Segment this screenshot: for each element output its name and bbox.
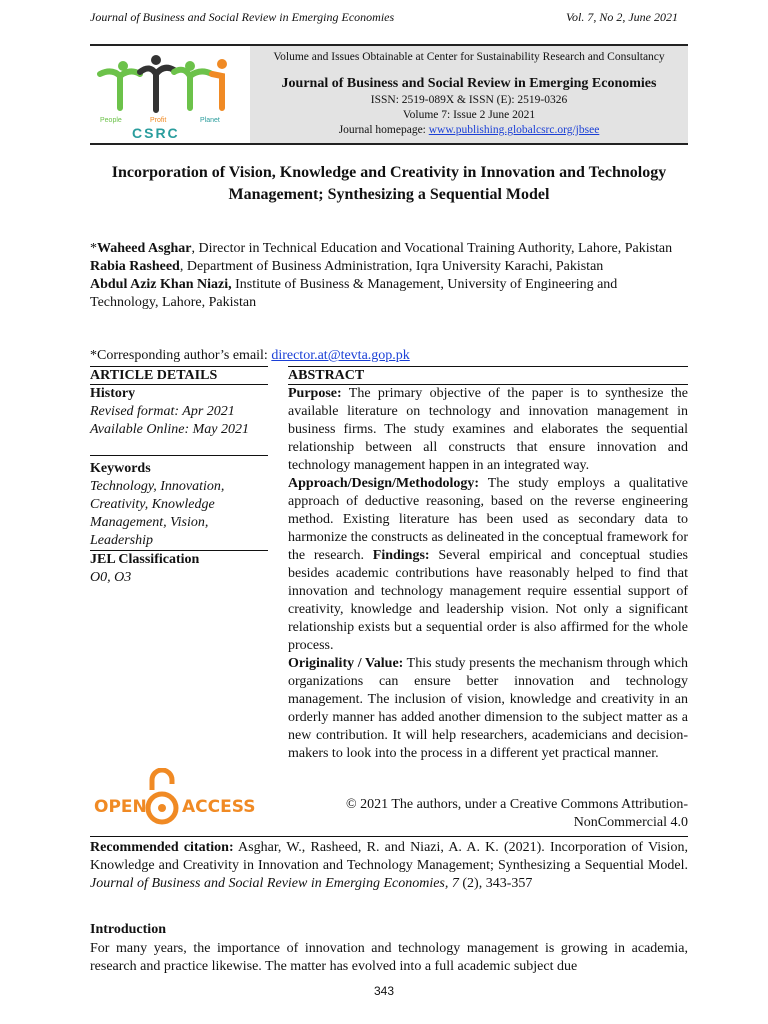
journal-homepage-link[interactable]: www.publishing.globalcsrc.org/jbsee [428,124,600,136]
abstract-heading: ABSTRACT [288,366,688,385]
introduction-heading: Introduction [90,922,166,937]
article-details-heading: ARTICLE DETAILS [90,366,268,385]
abstract-approach-findings: Approach/Design/Methodology: The study employs a qualitative approach of deductive reasoning, based on the reverse engineering method. Existing literature has been used as secondary data to harmonize the constructs as delineated in the conceptual framework for the research. Findings: Several empirical and conceptual studies besides academic contributions have reasonably helped to find that innovation and technology management require essential support of creativity, knowledge and leadership vision. Not only a significant relationship exists but a sequential order is also affirmed for the whole process. [288,476,689,653]
svg-text:ACCESS: ACCESS [182,797,256,817]
introduction-text: For many years, the importance of innovation and technology management is growing in academia, research and practice likewise. The matter has evolved into a full academic subject due [90,941,688,974]
license-statement: © 2021 The authors, under a Creative Commons Attribution-NonCommercial 4.0 [345,797,688,830]
svg-text:Profit: Profit [150,117,167,124]
abstract-purpose: Purpose: The primary objective of the paper is to synthesize the available literature on technology and innovation management in business firms. The study examines and elaborates the sequential relationship between all constructs that ensure innovation and technology management happen in an integrated way. [288,386,688,473]
open-access-logo [90,768,260,832]
keywords-list: Technology, Innovation, Creativity, Knowledge Management, Vision, Leadership [90,479,225,548]
svg-text:CSRC: CSRC [132,125,180,141]
issn-line: ISSN: 2519-089X & ISSN (E): 2519-0326 [370,94,568,106]
svg-text:OPEN: OPEN [94,797,147,817]
journal-banner [90,44,688,145]
page-number: 343 [373,984,395,998]
running-header [90,10,678,25]
journal-name: Journal of Business and Social Review in Emerging Economies [281,76,657,91]
running-header-journal: Journal of Business and Social Review in Emerging Economies [90,10,395,24]
history-heading: History [90,386,136,401]
paper-title: Incorporation of Vision, Knowledge and Creativity in Innovation and Technology Management; Synthesizing a Sequential Model [111,164,667,203]
open-access-icon [90,768,260,832]
recommended-citation: Recommended citation: Asghar, W., Rasheed, R. and Niazi, A. A. K. (2021). Incorporation of Vision, Knowledge and Creativity in Innovation and Technology Management; Synthesizing a Sequential Model. Journal of Business and Social Review in Emerging Economies, 7 (2), 343-357 [90,836,688,893]
author-1: *Waheed Asghar, Director in Technical Education and Vocational Training Authority, Lahore, Pakistan [90,241,673,256]
publisher-line: Volume and Issues Obtainable at Center for Sustainability Research and Consultancy [273,51,665,63]
csrc-logo [90,46,250,143]
history-online: Available Online: May 2021 [90,422,250,437]
author-3: Abdul Aziz Khan Niazi, Institute of Business & Management, University of Engineering and Technology, Lahore, Pakistan [90,277,618,310]
jel-heading: JEL Classification [90,552,200,567]
abstract-originality: Originality / Value: This study presents the mechanism through which organizations can ensure better innovation and technology management. The inclusion of vision, knowledge and creativity in an orderly manner has added another dimension to the subject matter as a new contribution. It will help researchers, academicians and decision-makers to look into the process in a different yet practical manner. [288,656,688,761]
abstract [288,366,688,763]
corresponding-author: *Corresponding author’s email: director.at@tevta.gop.pk [90,348,410,363]
author-2: Rabia Rasheed, Department of Business Administration, Iqra University Karachi, Pakistan [90,259,604,274]
volume-line: Volume 7: Issue 2 June 2021 [402,109,536,121]
keywords-heading: Keywords [90,461,151,476]
csrc-logo-icon [90,46,250,143]
running-header-volume: Vol. 7, No 2, June 2021 [566,10,678,24]
history-revised: Revised format: Apr 2021 [90,404,235,419]
corresponding-email-link[interactable]: director.at@tevta.gop.pk [271,348,410,363]
article-details [90,366,268,587]
journal-info-banner [250,46,688,143]
homepage-line: Journal homepage: www.publishing.globalcsrc.org/jbsee [338,124,600,136]
author-list [90,240,688,312]
jel-codes: O0, O3 [90,570,132,585]
svg-text:People: People [100,117,122,124]
svg-text:Planet: Planet [200,117,220,124]
